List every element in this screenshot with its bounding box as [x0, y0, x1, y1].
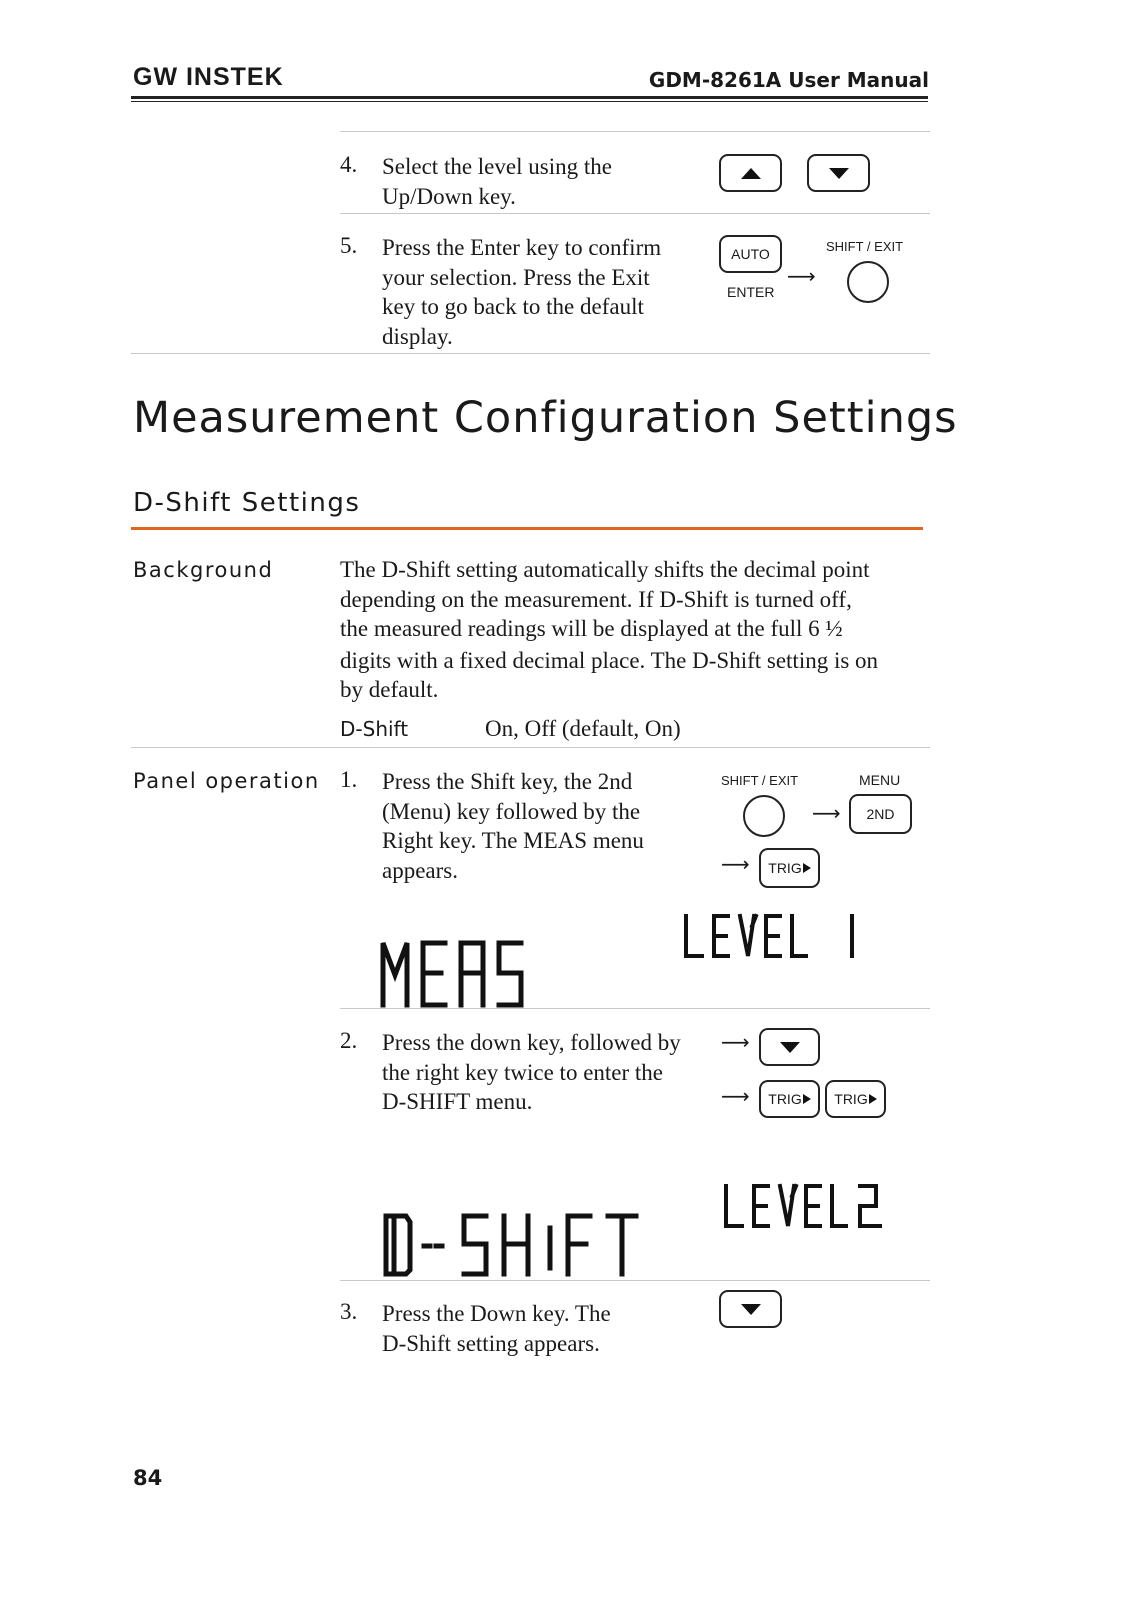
trig-key-label: TRIG [768, 860, 802, 876]
auto-key-label: AUTO [731, 246, 770, 262]
down-key [807, 154, 870, 192]
down-arrow-icon [780, 1042, 800, 1053]
second-key-label: 2ND [866, 806, 895, 822]
header-rule [131, 96, 928, 99]
parameter-value: On, Off (default, On) [485, 716, 681, 741]
paragraph-line: depending on the measurement. If D-Shift is turned off, [340, 586, 852, 612]
lcd-level-2-text: LEVEL2 [720, 1182, 724, 1183]
down-key [719, 1290, 782, 1328]
paragraph-line: the measured readings will be displayed at the full 6 ½ [340, 616, 843, 642]
step-number: 4. [340, 152, 358, 177]
step-line: Up/Down key. [382, 183, 516, 209]
shift-key [743, 795, 785, 837]
table-divider [340, 1008, 930, 1009]
step-text [382, 767, 644, 885]
second-key [849, 794, 912, 834]
subsection-title: D-Shift Settings [133, 488, 361, 518]
step-number: 1. [340, 767, 358, 792]
table-divider [340, 131, 930, 132]
table-divider [131, 747, 930, 748]
manual-title: GDM-8261A User Manual [648, 68, 929, 92]
page-number: 84 [133, 1466, 163, 1490]
step-number: 3. [340, 1299, 358, 1324]
right-arrow-icon: ⟶ [787, 264, 816, 288]
trig-key-label: TRIG [834, 1091, 868, 1107]
step-line: key to go back to the default [382, 294, 644, 320]
subsection-underline [131, 527, 923, 530]
step-line: display. [382, 323, 453, 349]
step-line: D-SHIFT menu. [382, 1089, 533, 1115]
table-divider [340, 213, 930, 214]
trig-right-key [759, 848, 820, 888]
header-rule-thin [131, 101, 928, 102]
step-text [382, 233, 661, 351]
table-divider [340, 1280, 930, 1281]
trig-right-key [759, 1080, 820, 1118]
paragraph-line: digits with a fixed decimal place. The D-Shift setting is on [340, 647, 879, 673]
lcd-level-1 [680, 912, 870, 962]
step-line: Press the Shift key, the 2nd [382, 769, 633, 794]
step-number: 5. [340, 233, 358, 258]
shift-exit-caption: SHIFT / EXIT [721, 773, 799, 788]
table-divider [131, 353, 930, 354]
trig-right-key [825, 1080, 886, 1118]
step-line: appears. [382, 857, 458, 883]
auto-enter-key [719, 235, 782, 273]
brand-logo: GW INSTEK [133, 63, 284, 91]
background-text [340, 555, 878, 705]
background-label: Background [133, 558, 274, 582]
step-line: Select the level using the [382, 154, 612, 179]
lcd-main-dshift [380, 1208, 650, 1280]
menu-caption: MENU [859, 772, 901, 788]
paragraph-line: by default. [340, 677, 439, 703]
panel-operation-label: Panel operation [133, 769, 320, 793]
step-text [382, 1028, 681, 1117]
step-line: Press the Down key. The [382, 1301, 611, 1326]
trig-key-label: TRIG [768, 1091, 802, 1107]
paragraph-line: The D-Shift setting automatically shifts the decimal point [340, 557, 870, 582]
step-line: Right key. The MEAS menu [382, 828, 644, 854]
step-line: the right key twice to enter the [382, 1059, 664, 1085]
lcd-main-meas [375, 935, 535, 1010]
right-triangle-icon [803, 863, 811, 873]
step-number: 2. [340, 1028, 358, 1053]
right-arrow-icon: ⟶ [721, 852, 750, 876]
right-triangle-icon [803, 1094, 811, 1104]
lcd-main-dshift-text: D-SHIFT [380, 1208, 384, 1209]
shift-exit-caption: SHIFT / EXIT [826, 239, 904, 254]
enter-key-caption: ENTER [727, 284, 775, 300]
lcd-level-2 [720, 1182, 910, 1232]
step-line: Press the Enter key to confirm [382, 235, 662, 260]
step-text [382, 1299, 611, 1358]
right-arrow-icon: ⟶ [721, 1030, 750, 1054]
step-line: your selection. Press the Exit [382, 264, 650, 290]
down-arrow-icon [741, 1304, 761, 1315]
down-arrow-icon [829, 168, 849, 179]
down-key [759, 1028, 820, 1066]
step-text [382, 152, 612, 211]
up-arrow-icon [741, 168, 761, 179]
step-line: (Menu) key followed by the [382, 798, 641, 824]
right-triangle-icon [869, 1094, 877, 1104]
lcd-main-meas-text: MEAS [375, 935, 378, 936]
section-title: Measurement Configuration Settings [133, 393, 958, 443]
up-key [719, 154, 782, 192]
step-line: Press the down key, followed by [382, 1030, 681, 1055]
shift-exit-key [847, 261, 889, 303]
step-line: D-Shift setting appears. [382, 1330, 600, 1356]
parameter-name: D-Shift [340, 717, 409, 741]
right-arrow-icon: ⟶ [721, 1084, 750, 1108]
lcd-level-1-text: LEVEL 1 [680, 912, 684, 913]
right-arrow-icon: ⟶ [812, 801, 841, 825]
